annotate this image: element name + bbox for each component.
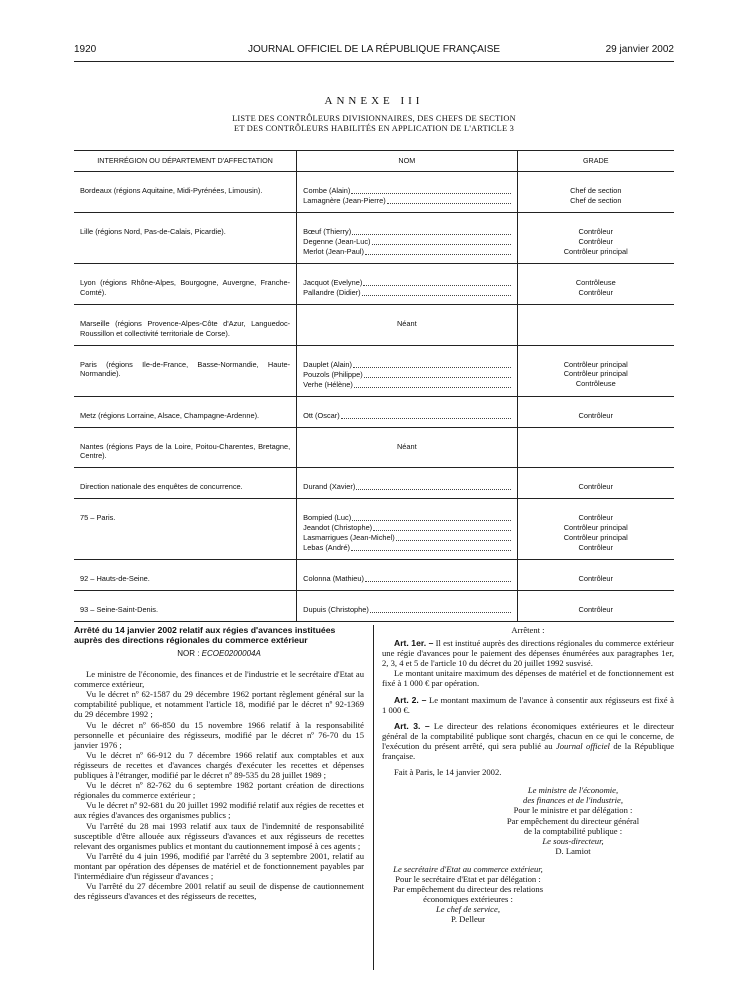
agent-name-text: Dauplet (Alain) xyxy=(303,359,353,369)
header-rule xyxy=(74,61,674,62)
nom-cell xyxy=(297,591,517,622)
signature-line: de la comptabilité publique : xyxy=(523,825,623,836)
grade-cell xyxy=(517,560,674,591)
agent-name-text: Combe (Alain) xyxy=(303,186,351,195)
grade-cell xyxy=(517,172,674,213)
dot-leader xyxy=(351,186,510,194)
visa-paragraph: Vu le décret nº 92-681 du 20 juillet 1992 modifié relatif aux régies de recettes et aux régies d'avances des organismes publics ; xyxy=(74,800,364,821)
dot-leader xyxy=(365,247,511,255)
signature-line: Pour le ministre et par délégation : xyxy=(513,805,633,816)
article-3 xyxy=(382,721,674,761)
agent-grade: Contrôleur principal xyxy=(563,246,628,256)
table-row xyxy=(74,345,674,396)
affectation-text: Marseille (régions Provence-Alpes-Côte d'Azur, Languedoc-Roussillon et collectivité territoriale de Corse). xyxy=(80,319,291,338)
agent-grade: Contrôleur xyxy=(578,605,614,615)
table-header-row xyxy=(74,151,674,172)
agent-name xyxy=(303,411,510,421)
agent-name xyxy=(303,523,510,533)
affectation-text: Metz (régions Lorraine, Alsace, Champagne-Ardenne). xyxy=(80,410,260,420)
table-row xyxy=(74,427,674,468)
issue-date: 29 janvier 2002 xyxy=(605,44,674,55)
nor-code: ECOE0200004A xyxy=(201,649,261,658)
affectation-cell xyxy=(74,396,297,427)
article-3-text: Le directeur des relations économiques extérieures et le directeur général de la comptabilité publique sont chargés, chacun en ce qui le concerne, de l'exécution du présent arrêté, qui sera publié au xyxy=(382,720,675,751)
affectation-text: 93 – Seine-Saint-Denis. xyxy=(80,605,159,615)
agent-name-text: Ott (Oscar) xyxy=(303,410,340,420)
agent-grade: Contrôleur principal xyxy=(563,532,628,542)
agent-grade: Chef de section xyxy=(570,195,622,205)
table-row xyxy=(74,264,674,305)
signature-line: Par empêchement du directeur général xyxy=(506,815,640,826)
agent-name-text: Durand (Xavier) xyxy=(303,482,356,492)
agent-grade: Contrôleuse xyxy=(575,278,616,287)
annexe-title: ANNEXE III xyxy=(324,95,424,107)
dot-leader xyxy=(356,482,510,490)
grade-cell xyxy=(517,591,674,622)
column-header-affectation: INTERRÉGION OU DÉPARTEMENT D'AFFECTATION xyxy=(74,151,297,172)
agent-name-text: Lamagnère (Jean-Pierre) xyxy=(303,196,386,205)
signature-line: Le secrétaire d'Etat au commerce extérieur, xyxy=(393,863,543,874)
visa-paragraph: Vu le décret nº 62-1587 du 29 décembre 1962 portant règlement général sur la comptabilité publique, et notamment l'article 18, modifié par le décret nº 92-1369 du 29 décembre 1992 ; xyxy=(74,689,364,720)
agent-grade: Contrôleur principal xyxy=(563,369,628,379)
dot-leader xyxy=(351,543,511,551)
arretent-label: Arrêtent : xyxy=(511,625,545,635)
agent-name xyxy=(303,360,510,370)
nom-cell xyxy=(297,396,517,427)
signature-line: des finances et de l'industrie, xyxy=(523,795,623,806)
signature-line: P. Delleur xyxy=(451,914,485,925)
visa-paragraph: Vu l'arrêté du 27 décembre 2001 relatif au seuil de dispense de cautionnement des régisseurs d'avances et des régisseurs de recettes, xyxy=(74,881,364,902)
agent-name-text: Lebas (André) xyxy=(303,543,350,553)
controleurs-table xyxy=(74,150,674,622)
agent-grade: Contrôleuse xyxy=(575,379,616,389)
grade-cell xyxy=(517,396,674,427)
agent-name xyxy=(303,574,510,584)
affectation-cell xyxy=(74,468,297,499)
fait-a-paris: Fait à Paris, le 14 janvier 2002. xyxy=(394,767,502,778)
agent-name xyxy=(303,513,510,523)
journal-title: JOURNAL OFFICIEL DE LA RÉPUBLIQUE FRANÇAISE xyxy=(247,44,501,55)
affectation-text: Nantes (régions Pays de la Loire, Poitou-Charentes, Bretagne, Centre). xyxy=(80,441,291,461)
visa-paragraph: Vu le décret nº 66-912 du 7 décembre 1966 relatif aux comptables et aux régisseurs de recettes et d'avances chargés d'exécuter les recettes et dépenses publiques à l'étranger, modifié par le décret nº 89-535 du 28 juillet 1989 ; xyxy=(74,749,364,781)
visas-list xyxy=(74,669,364,901)
article-1-label: Art. 1er. – xyxy=(394,638,434,649)
signature-line: Le chef de service, xyxy=(436,904,500,915)
nom-cell xyxy=(297,172,517,213)
affectation-cell xyxy=(74,213,297,264)
dot-leader xyxy=(396,533,511,541)
article-1-text: Il est institué auprès des directions régionales du commerce extérieur une régie d'avances pour le paiement des dépenses énumérées aux paragraphes 1er, 2, 3, 4 et 5 de l'article 10 du décret du 20 juillet 1992 susvisé. xyxy=(382,638,675,669)
agent-name xyxy=(303,482,510,492)
agent-name-text: Jacquot (Evelyne) xyxy=(303,278,363,287)
neant-label: Néant xyxy=(396,441,417,451)
nor-label: NOR : xyxy=(177,649,200,658)
grade-cell xyxy=(517,213,674,264)
affectation-text: Bordeaux (régions Aquitaine, Midi-Pyrénées, Limousin). xyxy=(80,186,263,195)
table-row xyxy=(74,499,674,560)
dot-leader xyxy=(364,370,511,378)
column-header-grade: GRADE xyxy=(517,151,674,172)
affectation-text: 75 – Paris. xyxy=(80,513,116,523)
signature-line: Par empêchement du directeur des relations xyxy=(392,884,544,895)
affectation-cell xyxy=(74,305,297,346)
agent-name xyxy=(303,288,510,298)
table-row xyxy=(74,591,674,622)
agent-grade: Contrôleur xyxy=(578,482,614,492)
dot-leader xyxy=(387,196,511,204)
grade-cell xyxy=(517,427,674,468)
signature-block-secretaire xyxy=(382,864,554,925)
nom-cell xyxy=(297,345,517,396)
affectation-cell xyxy=(74,345,297,396)
article-2 xyxy=(382,695,674,715)
table-row xyxy=(74,213,674,264)
nor-reference xyxy=(74,649,364,659)
right-column xyxy=(382,625,674,924)
neant-label: Néant xyxy=(396,319,417,328)
nom-cell xyxy=(297,213,517,264)
affectation-text: Lyon (régions Rhône-Alpes, Bourgogne, Auvergne, Franche-Comté). xyxy=(80,278,291,297)
agent-name xyxy=(303,533,510,543)
article-3-label: Art. 3. – xyxy=(394,720,430,731)
affectation-text: Paris (régions Ile-de-France, Basse-Normandie, Haute-Normandie). xyxy=(80,359,291,379)
grade-cell xyxy=(517,499,674,560)
agent-grade: Contrôleur principal xyxy=(563,522,628,532)
page-header xyxy=(74,44,674,60)
agent-name-text: Jeandot (Christophe) xyxy=(303,523,373,533)
annexe-subtitle xyxy=(0,114,748,134)
table-row xyxy=(74,396,674,427)
page-number: 1920 xyxy=(74,44,97,55)
annexe-subtitle-line: LISTE DES CONTRÔLEURS DIVISIONNAIRES, DES CHEFS DE SECTION xyxy=(232,114,516,123)
agent-name-text: Bompied (Luc) xyxy=(303,513,352,523)
signature-block-ministre xyxy=(472,785,674,856)
affectation-text: 92 – Hauts-de-Seine. xyxy=(80,574,150,584)
dot-leader xyxy=(352,227,510,235)
agent-name xyxy=(303,186,510,196)
grade-cell xyxy=(517,468,674,499)
signature-line: Le ministre de l'économie, xyxy=(527,785,619,796)
grade-cell xyxy=(517,345,674,396)
table-row xyxy=(74,468,674,499)
signature-line: Pour le secrétaire d'Etat et par délégation : xyxy=(395,873,541,884)
agent-grade: Chef de section xyxy=(570,186,622,195)
dot-leader xyxy=(341,411,511,419)
visa-paragraph: Vu le décret nº 66-850 du 15 novembre 1966 relatif à la responsabilité personnelle et pécuniaire des régisseurs, modifié par le décret nº 76-70 du 15 janvier 1976 ; xyxy=(74,719,364,750)
dot-leader xyxy=(363,278,510,286)
agent-name-text: Lasmarrigues (Jean-Michel) xyxy=(303,533,395,543)
dot-leader xyxy=(352,513,510,521)
agent-grade: Contrôleur xyxy=(578,410,614,420)
agent-name-text: Merlot (Jean-Paul) xyxy=(303,247,364,256)
agent-name-text: Dupuis (Christophe) xyxy=(303,605,369,615)
article-1-paragraph-2: Le montant unitaire maximum des dépenses de matériel et de fonctionnement est fixé à 1 000 € par opération. xyxy=(382,668,674,689)
grade-cell xyxy=(517,264,674,305)
nom-cell xyxy=(297,427,517,468)
agent-grade: Contrôleur xyxy=(578,227,614,236)
visa-paragraph: Vu l'arrêté du 4 juin 1996, modifié par l'arrêté du 3 septembre 2001, relatif au montant par opération des dépenses de matériel et de fonctionnement payables par l'intermédiaire d'un régisseur d'avances ; xyxy=(74,850,364,881)
visa-paragraph: Vu le décret nº 82-762 du 6 septembre 1982 portant création de directions régionales du commerce extérieur ; xyxy=(74,780,364,801)
table-row xyxy=(74,172,674,213)
article-1 xyxy=(382,638,674,668)
affectation-text: Direction nationale des enquêtes de concurrence. xyxy=(80,482,243,492)
dot-leader xyxy=(373,523,510,531)
grade-cell xyxy=(517,305,674,346)
article-3-text-end: de la République française. xyxy=(382,740,675,762)
affectation-cell xyxy=(74,499,297,560)
signature-line: Le sous-directeur, xyxy=(542,835,604,846)
agent-grade: Contrôleur xyxy=(578,542,614,552)
dot-leader xyxy=(354,380,511,388)
agent-grade: Contrôleur xyxy=(578,574,614,584)
agent-name-text: Degenne (Jean-Luc) xyxy=(303,237,371,246)
agent-name xyxy=(303,370,510,380)
nom-cell xyxy=(297,468,517,499)
nom-cell xyxy=(297,305,517,346)
nom-cell xyxy=(297,264,517,305)
journal-officiel-mention: Journal officiel xyxy=(555,740,610,751)
visa-paragraph: Vu l'arrêté du 28 mai 1993 relatif aux taux de l'indemnité de responsabilité susceptible d'être allouée aux régisseurs d'avances et aux régisseurs de recettes relevant des organismes publics et montant du cautionnement imposé à ces agents ; xyxy=(74,820,364,851)
dot-leader xyxy=(370,605,511,613)
agent-name xyxy=(303,605,510,615)
dot-leader xyxy=(353,360,511,368)
affectation-cell xyxy=(74,264,297,305)
affectation-cell xyxy=(74,591,297,622)
left-column xyxy=(74,625,364,901)
dot-leader xyxy=(362,288,511,296)
agent-grade: Contrôleur xyxy=(578,236,614,246)
agent-name xyxy=(303,247,510,257)
agent-grade: Contrôleur xyxy=(578,287,614,297)
signature-line: économiques extérieures : xyxy=(423,894,513,905)
affectation-cell xyxy=(74,560,297,591)
dot-leader xyxy=(372,237,511,245)
article-2-label: Art. 2. – xyxy=(394,694,427,705)
agent-name xyxy=(303,227,510,237)
agent-name-text: Verhe (Hélène) xyxy=(303,379,353,389)
agent-grade: Contrôleur principal xyxy=(563,359,628,369)
agent-name xyxy=(303,237,510,247)
agent-name-text: Bœuf (Thierry) xyxy=(303,227,352,236)
agent-grade: Contrôleur xyxy=(578,513,614,523)
arrete-title: Arrêté du 14 janvier 2002 relatif aux régies d'avances instituées auprès des directions régionales du commerce extérieur xyxy=(74,625,336,645)
affectation-cell xyxy=(74,172,297,213)
agent-name-text: Pallandre (Didier) xyxy=(303,288,361,297)
article-2-text: Le montant maximum de l'avance à consentir aux régisseurs est fixé à 1 000 €. xyxy=(382,694,675,715)
affectation-cell xyxy=(74,427,297,468)
agent-name xyxy=(303,196,510,206)
annexe-subtitle-line: ET DES CONTRÔLEURS HABILITÉS EN APPLICATION DE L'ARTICLE 3 xyxy=(234,124,514,133)
agent-name xyxy=(303,543,510,553)
arrete-body xyxy=(74,625,674,970)
nom-cell xyxy=(297,499,517,560)
affectation-text: Lille (régions Nord, Pas-de-Calais, Picardie). xyxy=(80,227,226,236)
agent-name-text: Pouzols (Philippe) xyxy=(303,369,363,379)
ministers-preamble: Le ministre de l'économie, des finances et de l'industrie et le secrétaire d'Etat au commerce extérieur, xyxy=(74,669,364,690)
agent-name xyxy=(303,278,510,288)
agent-name-text: Colonna (Mathieu) xyxy=(303,574,364,584)
table-row xyxy=(74,305,674,346)
column-header-nom: NOM xyxy=(297,151,517,172)
column-divider xyxy=(373,625,374,970)
signature-line: D. Lamiot xyxy=(555,845,591,856)
table-row xyxy=(74,560,674,591)
agent-name xyxy=(303,380,510,390)
dot-leader xyxy=(365,574,511,582)
nom-cell xyxy=(297,560,517,591)
